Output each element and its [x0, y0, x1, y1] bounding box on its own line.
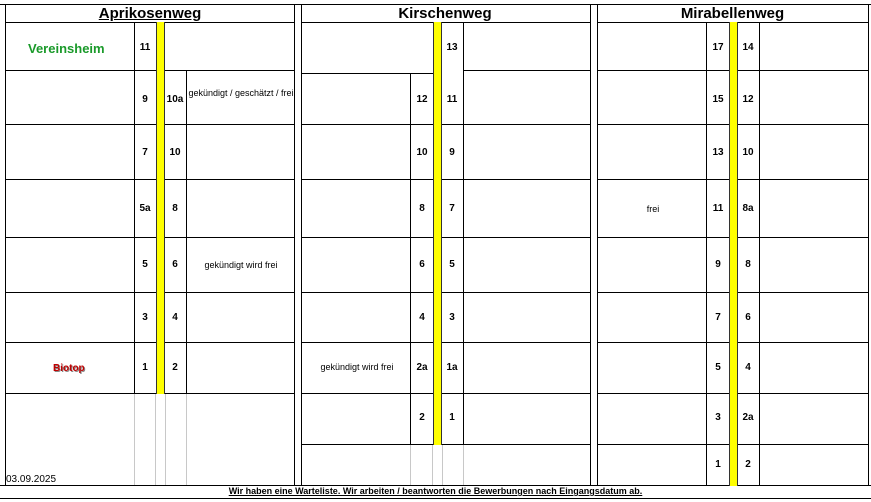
plot-number: 4 — [745, 362, 751, 373]
plot-number: 7 — [715, 312, 721, 323]
plot-number: 3 — [715, 412, 721, 423]
plot-number: 2 — [419, 412, 425, 423]
plot-number: 4 — [419, 312, 425, 323]
apr-grid-line — [165, 394, 166, 485]
kir-right-border — [590, 4, 591, 486]
kir-header-line — [301, 22, 591, 23]
apr-grid-line — [155, 394, 156, 485]
kir-left-border — [301, 4, 302, 486]
mir-vline — [759, 22, 760, 486]
waitlist-footer-note: Wir haben eine Warteliste. Wir arbeiten / beantworten die Bewerbungen nach Eingangsdatum ab. — [228, 486, 643, 496]
kir-row-line — [301, 342, 591, 343]
plot-number: 8 — [172, 203, 178, 214]
mir-right-border — [868, 4, 869, 486]
plot-number: 3 — [142, 312, 148, 323]
plot-number: 11 — [139, 42, 151, 53]
plot-number: 7 — [142, 147, 148, 158]
plot-number: 9 — [142, 94, 148, 105]
plot-number: 8 — [745, 259, 751, 270]
plot-number: 9 — [449, 147, 455, 158]
date-stamp: 03.09.2025 — [6, 474, 57, 485]
apr-row-line — [5, 179, 295, 180]
apr-header-line — [5, 22, 295, 23]
plot-number: 10 — [742, 147, 754, 158]
plot-number: 5 — [449, 259, 455, 270]
plot-number: 8 — [419, 203, 425, 214]
plot-number: 13 — [712, 147, 724, 158]
apr-grid-line — [134, 394, 135, 485]
vereinsheim-label: Vereinsheim — [28, 41, 105, 56]
apr-row-line — [5, 124, 295, 125]
plot-number: 1 — [449, 412, 455, 423]
apr-row-line — [5, 342, 295, 343]
kir-row-line — [301, 393, 591, 394]
plot-number: 6 — [745, 312, 751, 323]
plot-number: 11 — [712, 203, 724, 214]
apr-grid-line — [186, 394, 187, 485]
apr-vline — [186, 70, 187, 394]
kir-row-line — [301, 73, 433, 74]
kir-grid-line — [442, 445, 443, 485]
kir-row-line — [301, 124, 591, 125]
plot-number: 2 — [745, 459, 751, 470]
kir-grid-line — [432, 445, 433, 485]
kirschenweg-path — [433, 22, 442, 445]
footer-bottom-line — [0, 498, 871, 499]
plot-number: 13 — [446, 42, 458, 53]
plot-number: 9 — [715, 259, 721, 270]
plot-number: 15 — [712, 94, 724, 105]
mir-left-border — [597, 4, 598, 486]
kirschenweg-title: Kirschenweg — [398, 5, 492, 22]
plot-number: 1a — [446, 362, 458, 373]
plot-status-note: gekündigt wird frei — [320, 362, 394, 372]
apr-row-line — [5, 393, 295, 394]
plot-number: 7 — [449, 203, 455, 214]
plot-number: 1 — [715, 459, 721, 470]
apr-row-line — [5, 237, 295, 238]
plot-status-note: frei — [646, 204, 660, 214]
biotop-label: Biotop — [53, 363, 85, 374]
plot-status-note: gekündigt wird frei — [204, 260, 278, 270]
kir-grid-line — [410, 445, 411, 485]
apr-right-border — [294, 4, 295, 486]
kir-grid-line — [463, 445, 464, 485]
kir-vline — [463, 22, 464, 445]
plot-number: 2 — [172, 362, 178, 373]
plot-number: 12 — [416, 94, 428, 105]
plot-number: 2a — [742, 412, 754, 423]
plot-number: 5 — [715, 362, 721, 373]
plot-number: 5a — [139, 203, 151, 214]
plot-number: 1 — [142, 362, 148, 373]
plot-number: 10 — [169, 147, 181, 158]
apr-left-border — [5, 4, 6, 486]
kir-row-line — [301, 179, 591, 180]
mirabellenweg-title: Mirabellenweg — [680, 5, 785, 22]
plot-status-note: gekündigt / geschätzt / frei — [188, 88, 294, 98]
kir-row-line — [301, 292, 591, 293]
aprikosenweg-title: Aprikosenweg — [98, 5, 202, 22]
plot-number: 11 — [446, 94, 458, 105]
plot-number: 6 — [419, 259, 425, 270]
plot-number: 5 — [142, 259, 148, 270]
plot-number: 4 — [172, 312, 178, 323]
kir-row-line — [301, 237, 591, 238]
plot-number: 10 — [416, 147, 428, 158]
plot-number: 6 — [172, 259, 178, 270]
plot-number: 3 — [449, 312, 455, 323]
plot-number: 8a — [742, 203, 754, 214]
plot-number: 2a — [416, 362, 428, 373]
plot-number: 12 — [742, 94, 754, 105]
plot-number: 14 — [742, 42, 754, 53]
plot-number: 17 — [712, 42, 724, 53]
plot-number: 10a — [166, 94, 184, 105]
apr-row-line — [5, 292, 295, 293]
kir-row-line — [463, 70, 591, 71]
kir-row-line — [301, 444, 591, 445]
apr-row-line — [5, 70, 295, 71]
